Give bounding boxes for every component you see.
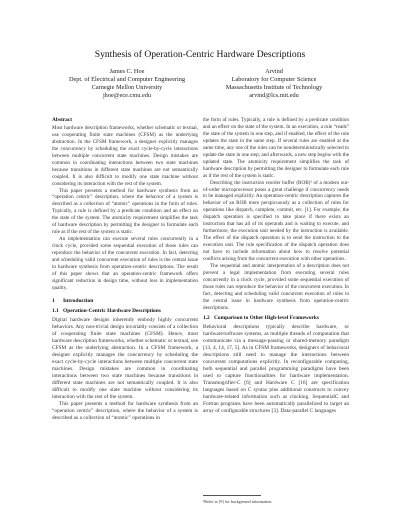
right-column bbox=[203, 117, 349, 415]
author-dept: Dept. of Electrical and Computer Engineering bbox=[68, 76, 186, 84]
subsection-number: 1.2 bbox=[203, 314, 210, 321]
footnote-rule bbox=[203, 495, 261, 496]
section-number: 1 bbox=[52, 297, 55, 304]
body-paragraph: Behavioral descriptions typically describe hardware, or hardware/software systems, as multiple threads of computation that communicate via a message-passing or shared-memory paradigm [13, 4, 14, 17, 5]. As in CFSM frameworks, designers of behavioral descriptions still need to manage the interactions between concurrent computations explicitly. In reconfigurable computing, both sequential and parallel programming paradigms have been used to capture functionalities for hardware implementation. Transmogrifier-C [6] and Hardware C [16] are specification languages based on C syntax plus additional constructs to convey hardware-related information such as clocking. SequentialC and Fortran programs have been automatically parallelized to target an array of configurable structures [3]. Data-parallel C languages bbox=[203, 323, 349, 415]
abstract-paragraph: An implementation can execute several rules concurrently in a clock cycle, provided some sequential execution of those rules can reproduce the behavior of the concurrent execution. In fact, detecting and scheduling valid concurrent execution of rules is the central issue in hardware synthesis from operation-centric descriptions. The result of this paper shows that an operation-centric framework offers significant reduction in design time, without loss in implementation quality. bbox=[52, 236, 198, 291]
body-paragraph: Digital hardware designs inherently embody highly concurrent behaviors. Any non-trivial design invariably consists of a collection of cooperating finite state machines (CFSM). Hence, most hardware description frameworks, whether schematic or textual, use CFSM as the underlying abstraction. In a CFSM framework, a designer explicitly manages the concurrency by scheduling the exact cycle-by-cycle interactions between multiple concurrent state machines. Design mistakes are common in coordinating interactions between two state machines because transitions in different state machines are not semantically coupled. It is also difficult to modify one state machine without considering its interaction with the rest of the system. bbox=[52, 316, 198, 401]
abstract-paragraph: Most hardware description frameworks, whether schematic or textual, use cooperating finite state machines (CFSM) as the underlying abstraction. In the CFSM framework, a designer explicitly manages the concurrency by scheduling the exact cycle-by-cycle interactions between multiple concurrent state machines. Design mistakes are common in coordinating interactions between two state machines because transitions in different state machines are not semantically coupled. It is also difficult to modify one state machine without considering its interaction with the rest of the system. bbox=[52, 124, 198, 187]
author-email[interactable]: jhoe@ece.cmu.edu bbox=[102, 92, 152, 100]
author-block-1 bbox=[52, 68, 202, 100]
subsection-title: Comparison to Other High-level Frameworks bbox=[214, 314, 320, 321]
section-heading bbox=[52, 298, 198, 305]
body-paragraph: Describing the instruction reorder buffer (ROB)¹ of a modern out-of-order microprocessor poses a great challenge if concurrency needs to be managed explicitly. An operation-centric description captures the behavior of an ROB more perspicuously as a collection of rules for operations like dispatch, complete, commit, etc. [1]. For example, the dispatch operation is specified to take place if there exists an instruction that has all of its operands and is waiting to execute, and furthermore, the execution unit needed by the instruction is available. The effect of the dispatch operation is to send the instruction to the execution unit. The rule specification of the dispatch operation does not have to include information about how to resolve potential conflicts arising from the concurrent execution with other operations. bbox=[203, 179, 349, 263]
footnote: ¹Refer to [9] for background information. bbox=[203, 499, 273, 504]
author-block-2 bbox=[199, 68, 349, 100]
subsection-number: 1.1 bbox=[52, 307, 59, 314]
author-affiliation: Carnegie Mellon University bbox=[91, 84, 163, 92]
body-paragraph: the form of rules. Typically, a rule is defined by a predicate condition and an effect on the state of the system. In an execution, a rule “reads” the state of the system in one step, and if enabled, the effect of the rule updates the state in the same step. If several rules are enabled at the same time, any one of the rules can be nondeterministically selected to update the state in one step; and afterwards, a new step begins with the updated state. The atomicity requirement simplifies the task of hardware description by permitting the designer to formulate each rule as if the rest of the system is static. bbox=[203, 117, 349, 179]
body-paragraph: The sequential and atomic interpretation of a description does not prevent a legal implementation from executing several rules concurrently in a clock cycle, provided some sequential execution of those rules can reproduce the behavior of the concurrent execution. In fact, detecting and scheduling valid concurrent execution of rules in the central issue in hardware synthesis from operation-centric descriptions. bbox=[203, 263, 349, 311]
abstract-heading: Abstract bbox=[52, 117, 73, 123]
left-column bbox=[52, 117, 198, 422]
abstract-paragraph: This paper presents a method for hardware synthesis from an “operation centric” description, where the behavior of a system is described as a collection of “atomic” operations in the form of rules. Typically, a rule is defined by a predicate condition and an effect on the state of the system. The atomicity requirement simplifies the task of hardware description by permitting the designer to formulate each rule as if the rest of the system is static. bbox=[52, 187, 198, 236]
author-email[interactable]: arvind@lcs.mit.edu bbox=[249, 92, 299, 100]
paper-title: Synthesis of Operation-Centric Hardware Descriptions bbox=[94, 49, 306, 60]
subsection-heading bbox=[203, 315, 349, 322]
subsection-heading bbox=[52, 308, 198, 315]
author-name: James C. Hoe bbox=[109, 68, 145, 75]
section-title: Introduction bbox=[63, 297, 94, 304]
author-name: Arvind bbox=[265, 68, 283, 75]
author-dept: Laboratory for Computer Science bbox=[231, 76, 317, 84]
subsection-title: Operation-Centric Hardware Descriptions bbox=[63, 307, 161, 314]
author-affiliation: Massachusetts Institute of Technology bbox=[225, 84, 323, 92]
body-paragraph: This paper presents a method for hardware synthesis from an “operation centric” description, where the behavior of a system is described as a collection of “atomic” operations in bbox=[52, 401, 198, 422]
